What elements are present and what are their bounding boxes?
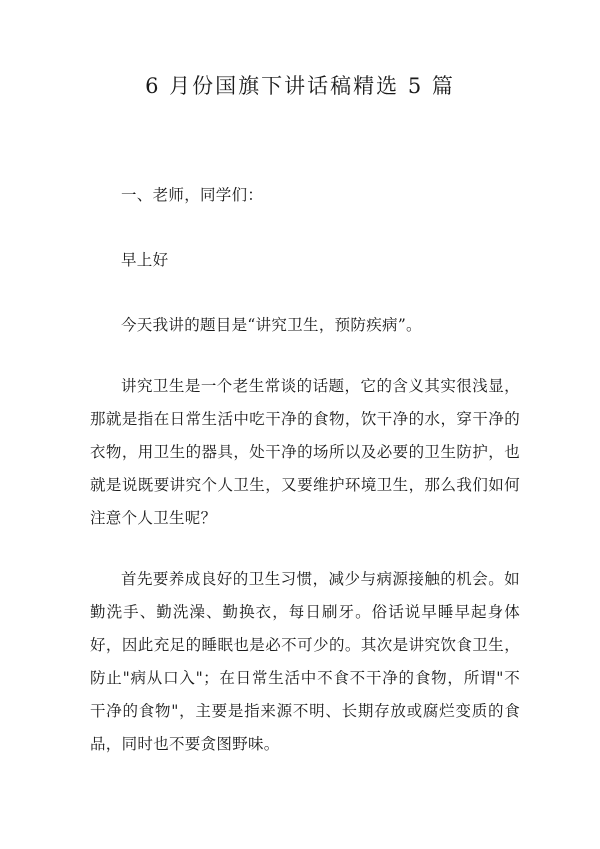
paragraph-hygiene-habits: 首先要养成良好的卫生习惯，减少与病源接触的机会。如勤洗手、勤洗澡、勤换衣，每日刷牙。俗话说早睡早起身体好，因此充足的睡眠也是必不可少的。其次是讲究饮食卫生，防止"病从口入"；在日常生活中不食不干净的食物，所谓"不干净的食物"，主要是指来源不明、长期存放或腐烂变质的食品，同时也不要贪图野味。 — [90, 570, 520, 753]
paragraph-hygiene-meaning: 讲究卫生是一个老生常谈的话题，它的含义其实很浅显，那就是指在日常生活中吃干净的食物，饮干净的水，穿干净的衣物，用卫生的器具，处干净的场所以及必要的卫生防护，也就是说既要讲究个人卫生，又要维护环境卫生，那么我们如何注意个人卫生呢？ — [90, 377, 520, 527]
speech-topic: 今天我讲的题目是“讲究卫生，预防疾病”。 — [121, 316, 422, 334]
document-title: 6 月份国旗下讲话稿精选 5 篇 — [145, 74, 455, 98]
salutation: 一、老师，同学们： — [121, 186, 264, 204]
greeting: 早上好 — [121, 251, 169, 269]
